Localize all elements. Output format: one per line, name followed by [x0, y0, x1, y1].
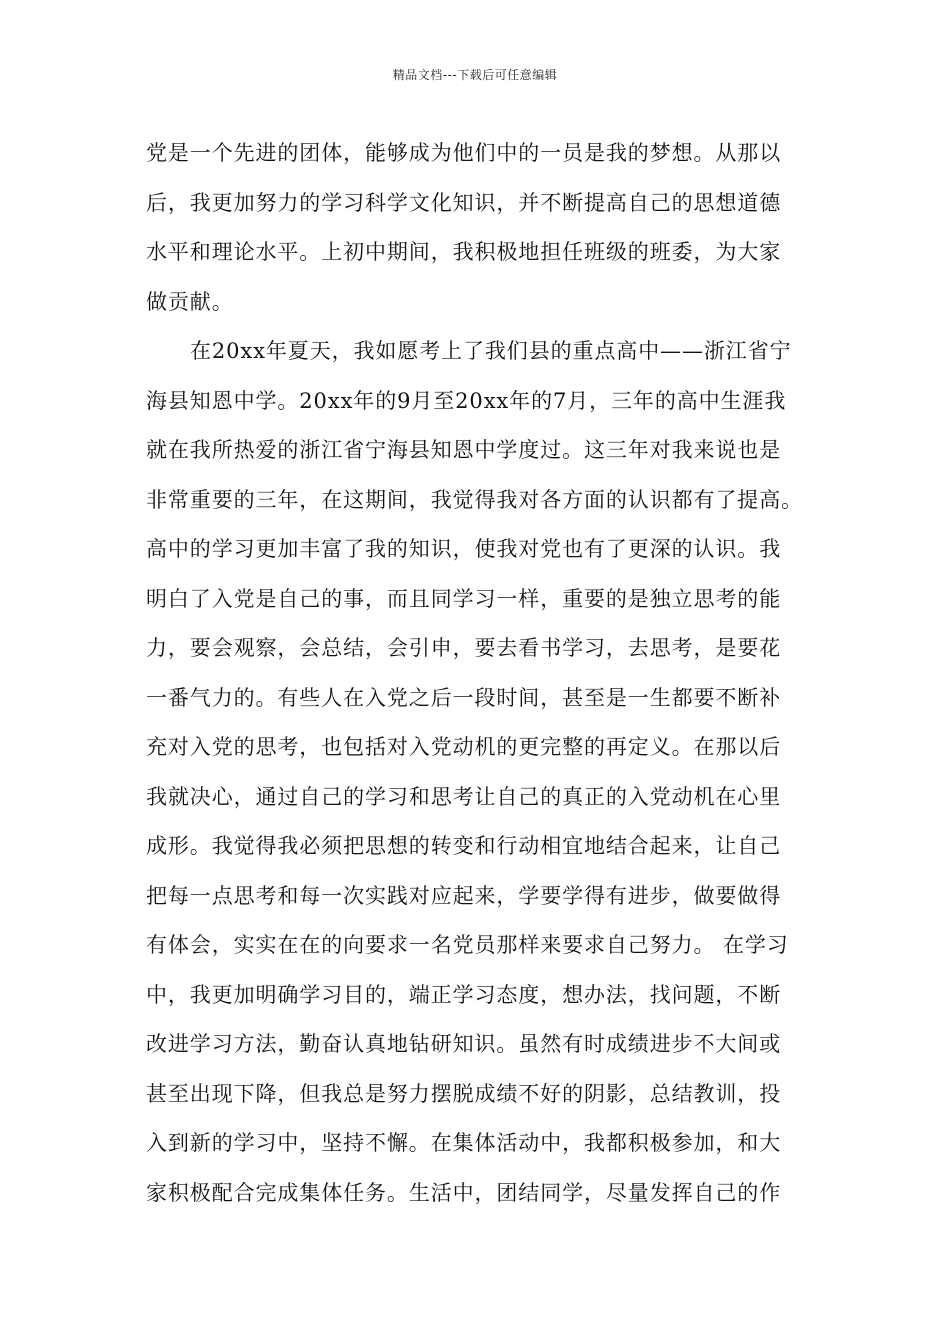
page-header: 精品文档---下载后可任意编辑 [392, 68, 558, 82]
text-line: 就在我所热爱的浙江省宁海县知恩中学度过。这三年对我来说也是 [146, 438, 782, 462]
text-line: 有体会，实实在在的向要求一名党员那样来要求自己努力。 在学习 [146, 933, 789, 957]
text-line: 一番气力的。有些人在入党之后一段时间，甚至是一生都要不断补 [146, 685, 782, 710]
text-line: 成形。我觉得我必须把思想的转变和行动相宜地结合起来，让自己 [146, 834, 782, 858]
text-line: 水平和理论水平。上初中期间，我积极地担任班级的班委，为大家 [146, 240, 782, 264]
text-line: 海县知恩中学。20xx年的9月至20xx年的7月，三年的高中生涯我 [146, 388, 787, 413]
text-line: 把每一点思考和每一次实践对应起来，学要学得有进步，做要做得 [146, 883, 782, 908]
text-line: 入到新的学习中，坚持不懈。在集体活动中，我都积极参加，和大 [146, 1131, 782, 1155]
text-line: 明白了入党是自己的事，而且同学习一样，重要的是独立思考的能 [146, 586, 782, 611]
text-line: 我就决心，通过自己的学习和思考让自己的真正的入党动机在心里 [146, 784, 782, 809]
text-line: 力，要会观察，会总结，会引申，要去看书学习，去思考，是要花 [146, 636, 782, 660]
document-body [146, 129, 836, 1218]
text-line: 做贡献。 [146, 289, 234, 314]
text-line: 充对入党的思考，也包括对入党动机的更完整的再定义。在那以后 [146, 735, 782, 759]
text-line: 高中的学习更加丰富了我的知识，使我对党也有了更深的认识。我 [146, 537, 782, 561]
text-line: 甚至出现下降，但我总是努力摆脱成绩不好的阴影，总结教训，投 [146, 1081, 782, 1106]
text-line: 党是一个先进的团体，能够成为他们中的一员是我的梦想。从那以 [146, 141, 782, 165]
text-line: 中，我更加明确学习目的，端正学习态度，想办法，找问题，不断 [146, 982, 782, 1007]
text-line: 家积极配合完成集体任务。生活中，团结同学，尽量发挥自己的作 [146, 1180, 782, 1205]
text-line: 非常重要的三年，在这期间，我觉得我对各方面的认识都有了提高。 [146, 487, 803, 512]
paragraph-first-line: 在20xx年夏天，我如愿考上了我们县的重点高中——浙江省宁 [190, 339, 792, 363]
text-line: 后，我更加努力的学习科学文化知识，并不断提高自己的思想道德 [146, 190, 782, 215]
text-line: 改进学习方法，勤奋认真地钻研知识。虽然有时成绩进步不大间或 [146, 1032, 782, 1056]
